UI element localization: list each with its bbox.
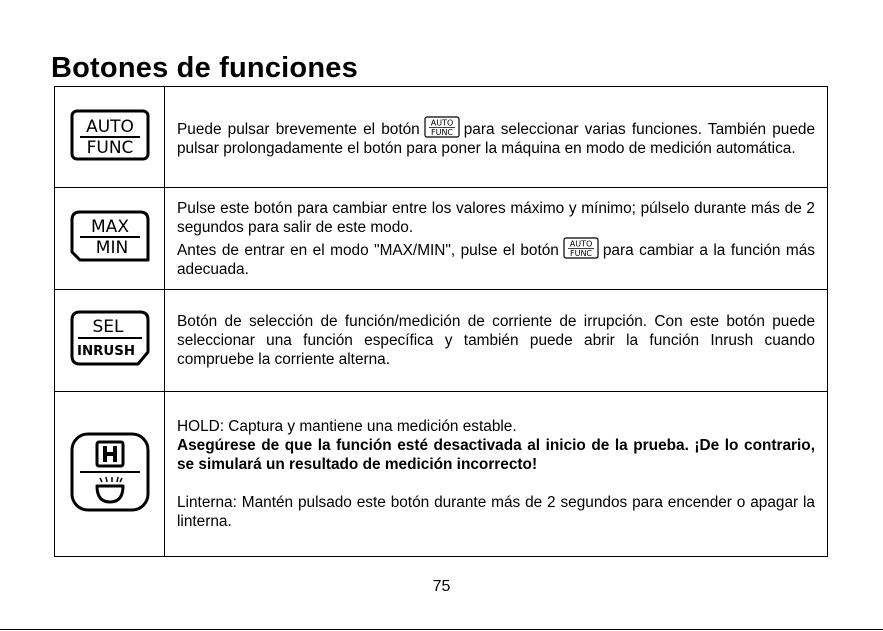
icon-cell xyxy=(55,290,165,392)
inline-auto-label: AUTO xyxy=(569,239,593,248)
auto-func-inline-icon xyxy=(563,237,599,259)
table-row-sel-inrush xyxy=(55,290,828,392)
warning-text: Asegúrese de que la función esté desactivada al inicio de la prueba. ¡De lo contrario, se simulará un resultado de medición incorrecto! xyxy=(177,437,815,473)
table-row-hold-flashlight xyxy=(55,392,828,557)
max-min-description-2 xyxy=(177,237,815,279)
sel-inrush-button-icon xyxy=(70,310,150,366)
hold-warning xyxy=(177,436,815,474)
auto-label: AUTO xyxy=(85,116,134,137)
description-cell xyxy=(165,87,828,188)
flashlight-description: Linterna: Mantén pulsado este botón durante más de 2 segundos para encender o apagar la linterna. xyxy=(177,494,815,530)
page-number: 75 xyxy=(432,578,451,595)
description-cell xyxy=(165,188,828,290)
icon-cell xyxy=(55,188,165,290)
inline-func-label: FUNC xyxy=(569,248,592,258)
auto-func-inline-icon xyxy=(424,116,460,138)
sel-inrush-description: Botón de selección de función/medición de corriente de irrupción. Con este botón puede seleccionar una función específica y también puede abrir la función Inrush cuando compruebe la corriente alterna. xyxy=(177,313,815,368)
description-cell xyxy=(165,392,828,557)
auto-func-button-icon xyxy=(70,109,150,161)
text-segment: para cambiar a la función más adecuada. xyxy=(177,241,816,278)
table-row-max-min xyxy=(55,188,828,290)
max-min-button-icon xyxy=(70,210,150,262)
max-label: MAX xyxy=(90,217,129,237)
text-segment: para seleccionar varias funciones. También puede pulsar prolongadamente el botón para poner la máquina en modo de medición automática. xyxy=(177,121,816,157)
func-label: FUNC xyxy=(86,137,133,158)
sel-label: SEL xyxy=(91,317,124,337)
auto-func-description xyxy=(177,116,815,158)
hold-description: HOLD: Captura y mantiene una medición estable. xyxy=(177,418,517,435)
max-min-description-1: Pulse este botón para cambiar entre los valores máximo y mínimo; púlselo durante más de 2 segundos para salir de este modo. xyxy=(177,199,815,236)
icon-cell xyxy=(55,87,165,188)
page-title: Botones de funciones xyxy=(51,52,358,84)
min-label: MIN xyxy=(95,238,128,258)
hold-icon xyxy=(97,442,123,466)
description-cell xyxy=(165,290,828,392)
bottom-divider xyxy=(0,629,883,630)
inline-auto-label: AUTO xyxy=(430,118,454,128)
function-buttons-table xyxy=(54,86,828,557)
icon-cell xyxy=(55,392,165,557)
inline-func-label: FUNC xyxy=(430,128,453,137)
inrush-label: INRUSH xyxy=(76,344,135,359)
paragraph-gap xyxy=(177,474,815,493)
hold-flashlight-button-icon xyxy=(70,432,150,512)
text-segment: Puede pulsar brevemente el botón xyxy=(177,121,420,138)
flashlight-icon xyxy=(97,477,123,502)
text-segment: Antes de entrar en el modo "MAX/MIN", pulse el botón xyxy=(177,241,559,259)
table-row-auto-func xyxy=(55,87,828,188)
